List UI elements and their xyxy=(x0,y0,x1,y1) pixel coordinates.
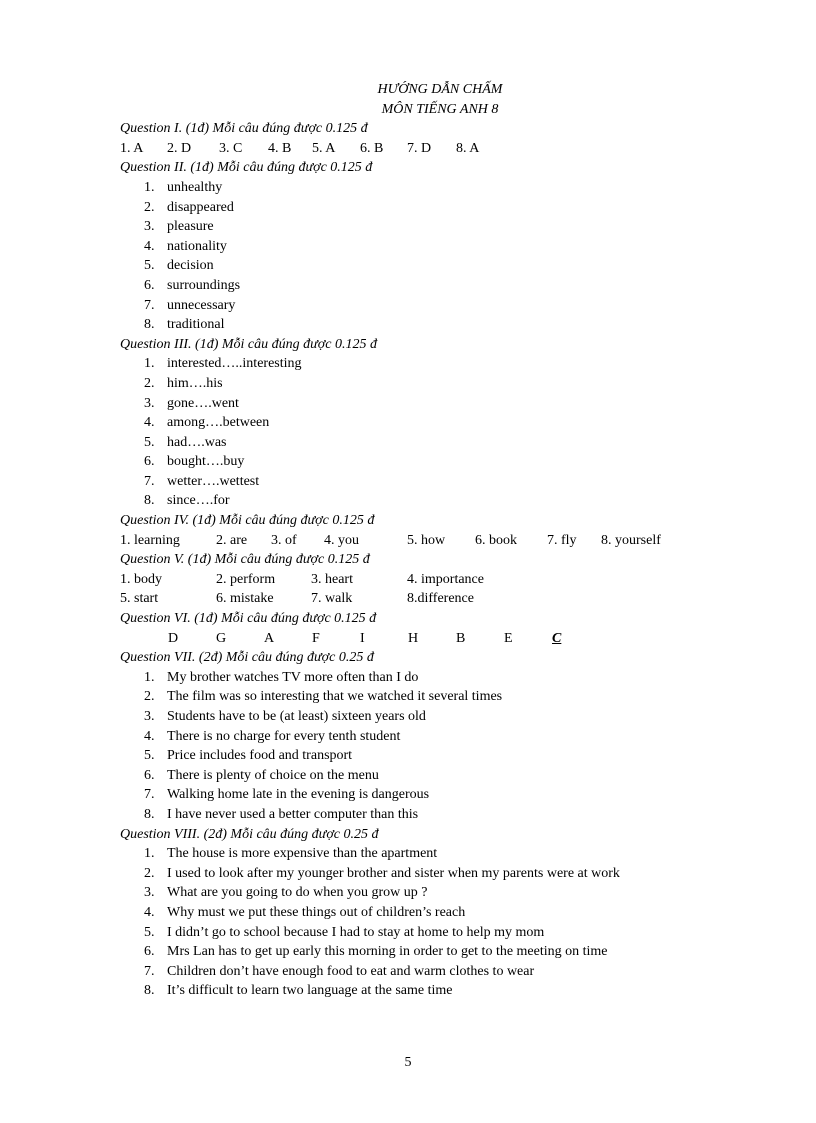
list-item: 7. wetter….wettest xyxy=(144,473,260,489)
list-item: 8. I have never used a better computer than this xyxy=(144,806,419,822)
question-1-answers xyxy=(120,139,720,159)
answer: 7. fly xyxy=(547,532,577,548)
page-number: 5 xyxy=(404,1055,412,1070)
sequence-letter: B xyxy=(456,630,466,646)
list-item: 1. interested…..interesting xyxy=(144,356,302,372)
answer: 2. are xyxy=(216,532,248,548)
question-5-answers-row-1 xyxy=(120,570,720,590)
list-item: 5. had….was xyxy=(144,434,227,450)
question-7-heading: Question VII. (2đ) Mỗi câu đúng được 0.25 đ xyxy=(120,650,374,666)
list-item: 6. surroundings xyxy=(144,277,241,293)
question-4-heading: Question IV. (1đ) Mỗi câu đúng được 0.125 đ xyxy=(120,513,375,529)
list-item: 7. Children don’t have enough food to eat and warm clothes to wear xyxy=(144,963,535,979)
list-item: 8. It’s difficult to learn two language at the same time xyxy=(144,983,453,999)
list-item: 8. since….for xyxy=(144,493,230,509)
sequence-letter: A xyxy=(264,630,275,646)
list-item: 3. pleasure xyxy=(144,219,214,235)
list-item: 2. The film was so interesting that we watched it several times xyxy=(144,689,503,705)
title-line-1: HƯỚNG DẪN CHẤM xyxy=(377,82,503,97)
list-item: 1. unhealthy xyxy=(144,179,223,195)
question-4-answers xyxy=(120,531,720,551)
question-6-heading: Question VI. (1đ) Mỗi câu đúng được 0.125 đ xyxy=(120,611,377,627)
list-item: 5. I didn’t go to school because I had to stay at home to help my mom xyxy=(144,924,545,940)
sequence-letter: D xyxy=(168,630,179,646)
list-item: 3. What are you going to do when you grow up ? xyxy=(144,885,428,901)
question-8-heading: Question VIII. (2đ) Mỗi câu đúng được 0.25 đ xyxy=(120,826,379,842)
answer: 1. learning xyxy=(120,532,180,548)
answer: 6. mistake xyxy=(216,591,274,607)
answer: 1. body xyxy=(120,571,162,587)
title-line-2: MÔN TIẾNG ANH 8 xyxy=(381,101,499,117)
question-5-answers-row-2 xyxy=(120,589,720,609)
answer: 1. A xyxy=(120,140,144,156)
answer: 7. walk xyxy=(311,591,353,607)
answer: 3. C xyxy=(219,140,243,156)
list-item: 1. The house is more expensive than the apartment xyxy=(144,846,438,862)
list-item: 3. Students have to be (at least) sixteen years old xyxy=(144,709,426,724)
answer: 7. D xyxy=(407,140,432,156)
list-item: 4. Why must we put these things out of children’s reach xyxy=(144,904,466,920)
answer: 2. D xyxy=(167,140,192,156)
question-8-list xyxy=(120,844,720,1001)
question-2-list xyxy=(120,178,720,335)
list-item: 2. him….his xyxy=(144,375,223,391)
answer-key-document xyxy=(120,80,720,1001)
answer: 2. perform xyxy=(216,571,276,587)
list-item: 2. I used to look after my younger brother and sister when my parents were at work xyxy=(144,865,620,881)
list-item: 4. among….between xyxy=(144,415,270,431)
sequence-letter: I xyxy=(360,630,365,646)
answer: 6. B xyxy=(360,140,384,156)
list-item: 6. There is plenty of choice on the menu xyxy=(144,767,379,783)
answer: 8.difference xyxy=(407,591,474,607)
question-6-sequence xyxy=(120,629,720,649)
answer: 4. you xyxy=(324,532,359,548)
sequence-letter-emphasized: C xyxy=(552,630,562,646)
sequence-letter: H xyxy=(408,630,419,646)
question-2-heading: Question II. (1đ) Mỗi câu đúng được 0.125 đ xyxy=(120,160,373,176)
list-item: 6. Mrs Lan has to get up early this morning in order to get to the meeting on time xyxy=(144,944,608,960)
list-item: 7. Walking home late in the evening is dangerous xyxy=(144,787,430,803)
list-item: 3. gone….went xyxy=(144,395,239,411)
answer: 4. B xyxy=(268,140,292,156)
answer: 6. book xyxy=(475,532,517,548)
answer: 8. A xyxy=(456,140,480,156)
document-title xyxy=(160,80,720,119)
list-item: 5. Price includes food and transport xyxy=(144,748,353,764)
list-item: 4. nationality xyxy=(144,238,227,254)
question-3-heading: Question III. (1đ) Mỗi câu đúng được 0.125 đ xyxy=(120,336,377,352)
question-3-list xyxy=(120,354,720,511)
answer: 8. yourself xyxy=(601,532,661,548)
list-item: 8. traditional xyxy=(144,317,225,333)
list-item: 2. disappeared xyxy=(144,199,234,215)
answer: 3. of xyxy=(271,532,297,548)
list-item: 1. My brother watches TV more often than I do xyxy=(144,669,419,685)
list-item: 4. There is no charge for every tenth student xyxy=(144,728,401,744)
sequence-letter: E xyxy=(504,630,513,646)
sequence-letter: F xyxy=(312,630,320,646)
answer: 3. heart xyxy=(311,571,353,587)
answer: 5. start xyxy=(120,591,159,607)
question-1-heading: Question I. (1đ) Mỗi câu đúng được 0.125 đ xyxy=(120,121,368,137)
question-7-list xyxy=(120,668,720,825)
sequence-letter: G xyxy=(216,630,227,646)
list-item: 6. bought….buy xyxy=(144,454,245,470)
list-item: 5. decision xyxy=(144,258,214,274)
answer: 4. importance xyxy=(407,571,484,587)
list-item: 7. unnecessary xyxy=(144,297,236,313)
answer: 5. A xyxy=(312,140,336,156)
question-5-heading: Question V. (1đ) Mỗi câu đúng được 0.125 đ xyxy=(120,552,370,568)
answer: 5. how xyxy=(407,532,446,548)
